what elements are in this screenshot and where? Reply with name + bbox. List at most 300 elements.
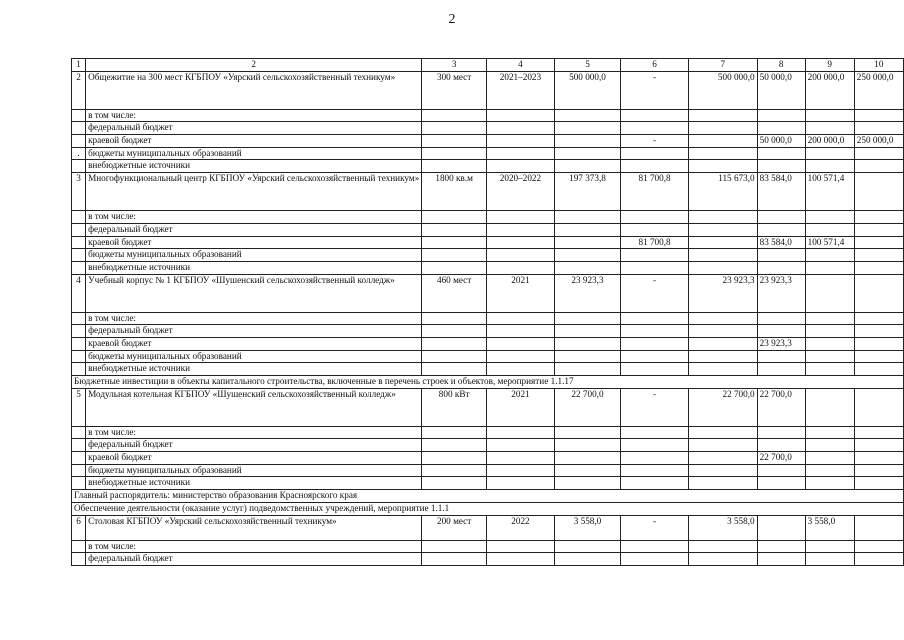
table-cell: 250 000,0: [854, 71, 903, 109]
table-cell: [486, 553, 554, 566]
object-name: федеральный бюджет: [86, 553, 422, 566]
table-cell: [689, 540, 758, 553]
row-number: 4: [72, 274, 86, 312]
table-cell: [689, 109, 758, 122]
table-cell: [757, 325, 805, 338]
table-cell: [689, 337, 758, 350]
object-row: [72, 173, 904, 211]
table-cell: [486, 223, 554, 236]
table-cell: [422, 477, 487, 490]
table-cell: [805, 223, 854, 236]
sub-row: [72, 135, 904, 148]
object-name: Общежитие на 300 мест КГБПОУ «Уярский сельскохозяйственный техникум»: [86, 71, 422, 109]
table-cell: [854, 553, 903, 566]
table-cell: 23 923,3: [757, 337, 805, 350]
object-name: бюджеты муниципальных образований: [86, 350, 422, 363]
object-name: внебюджетные источники: [86, 363, 422, 376]
object-name: в том числе:: [86, 540, 422, 553]
table-cell: [805, 261, 854, 274]
table-cell: [554, 553, 620, 566]
table-cell: 3 558,0: [554, 515, 620, 540]
table-cell: [554, 452, 620, 465]
table-cell: [422, 452, 487, 465]
object-name: Многофункциональный центр КГБПОУ «Уярский сельскохозяйственный техникум»: [86, 173, 422, 211]
section-title: Главный распорядитель: министерство образования Красноярского края: [72, 490, 904, 503]
table-cell: [757, 515, 805, 540]
table-cell: 50 000,0: [757, 71, 805, 109]
sub-row: [72, 312, 904, 325]
table-cell: [689, 236, 758, 249]
table-cell: 500 000,0: [689, 71, 758, 109]
table-cell: [486, 363, 554, 376]
table-cell: [554, 236, 620, 249]
page-number: 2: [448, 12, 456, 27]
object-name: внебюджетные источники: [86, 477, 422, 490]
table-cell: [422, 363, 487, 376]
sub-row: [72, 236, 904, 249]
header-cell: 3: [422, 59, 487, 72]
table-cell: [486, 312, 554, 325]
table-cell: [554, 122, 620, 135]
table-cell: [621, 350, 689, 363]
table-cell: [554, 211, 620, 224]
sub-row: [72, 261, 904, 274]
table-cell: 100 571,4: [805, 173, 854, 211]
row-number: [72, 540, 86, 553]
table-cell: 100 571,4: [805, 236, 854, 249]
row-number: [72, 261, 86, 274]
table-cell: [854, 388, 903, 426]
object-name: федеральный бюджет: [86, 122, 422, 135]
table-cell: 22 700,0: [689, 388, 758, 426]
table-cell: [486, 109, 554, 122]
table-cell: [554, 109, 620, 122]
table-cell: [486, 160, 554, 173]
table-cell: [422, 540, 487, 553]
table-cell: [554, 540, 620, 553]
table-cell: [757, 147, 805, 160]
table-cell: 23 923,3: [554, 274, 620, 312]
table-cell: [757, 464, 805, 477]
object-name: Учебный корпус № 1 КГБПОУ «Шушенский сельскохозяйственный колледж»: [86, 274, 422, 312]
header-cell: 1: [72, 59, 86, 72]
row-number: [72, 439, 86, 452]
table-cell: [621, 261, 689, 274]
table-cell: 22 700,0: [757, 452, 805, 465]
table-cell: [621, 223, 689, 236]
table-cell: 1800 кв.м: [422, 173, 487, 211]
sub-row: [72, 553, 904, 566]
table-cell: [805, 439, 854, 452]
table-cell: [854, 249, 903, 262]
row-number: [72, 363, 86, 376]
table-cell: [554, 147, 620, 160]
table-cell: [621, 325, 689, 338]
table-cell: [422, 439, 487, 452]
table-cell: [554, 135, 620, 148]
table-cell: [854, 464, 903, 477]
table-cell: [621, 464, 689, 477]
table-cell: [854, 350, 903, 363]
table-cell: 81 700,8: [621, 236, 689, 249]
table-cell: [554, 350, 620, 363]
header-row: [72, 59, 904, 72]
table-cell: [621, 109, 689, 122]
row-number: [72, 160, 86, 173]
table-cell: [805, 452, 854, 465]
sub-row: [72, 147, 904, 160]
row-number: [72, 426, 86, 439]
row-number: [72, 350, 86, 363]
section-title: Бюджетные инвестиции в объекты капитального строительства, включенные в перечень строек и объектов, мероприятие 1.1.17: [72, 376, 904, 389]
table-cell: [854, 540, 903, 553]
table-cell: [805, 160, 854, 173]
table-cell: [805, 350, 854, 363]
table-cell: [422, 553, 487, 566]
object-row: [72, 515, 904, 540]
row-number: [72, 337, 86, 350]
table-cell: [621, 337, 689, 350]
table-cell: [486, 261, 554, 274]
table-cell: [689, 553, 758, 566]
row-number: 3: [72, 173, 86, 211]
row-number: [72, 452, 86, 465]
row-number: [72, 236, 86, 249]
row-number: 5: [72, 388, 86, 426]
table-cell: [689, 325, 758, 338]
table-cell: [689, 249, 758, 262]
table-cell: -: [621, 135, 689, 148]
table-cell: [805, 477, 854, 490]
object-name: в том числе:: [86, 211, 422, 224]
table-cell: [689, 452, 758, 465]
object-row: [72, 388, 904, 426]
table-cell: [422, 223, 487, 236]
table-cell: 2022: [486, 515, 554, 540]
table-cell: [805, 211, 854, 224]
table-cell: [486, 236, 554, 249]
table-cell: [854, 261, 903, 274]
table-cell: [854, 337, 903, 350]
object-name: федеральный бюджет: [86, 325, 422, 338]
table-cell: [422, 135, 487, 148]
table-cell: [554, 337, 620, 350]
table-cell: [854, 452, 903, 465]
row-number: [72, 249, 86, 262]
object-row: [72, 274, 904, 312]
header-cell: 8: [757, 59, 805, 72]
sub-row: [72, 109, 904, 122]
table-cell: [757, 312, 805, 325]
table-cell: [805, 122, 854, 135]
table-cell: 23 923,3: [757, 274, 805, 312]
table-cell: -: [621, 71, 689, 109]
table-cell: [554, 477, 620, 490]
table-cell: [757, 350, 805, 363]
table-cell: 197 373,8: [554, 173, 620, 211]
table-body: [72, 59, 904, 566]
table-cell: 83 584,0: [757, 173, 805, 211]
table-cell: [689, 122, 758, 135]
table-cell: [486, 540, 554, 553]
table-cell: [854, 147, 903, 160]
row-number: 2: [72, 71, 86, 109]
row-number: [72, 135, 86, 148]
table-cell: [689, 211, 758, 224]
table-cell: [486, 325, 554, 338]
table-cell: [486, 135, 554, 148]
table-cell: [422, 122, 487, 135]
table-cell: [757, 363, 805, 376]
table-cell: 2021–2023: [486, 71, 554, 109]
sub-row: [72, 249, 904, 262]
object-name: Модульная котельная КГБПОУ «Шушенский сельскохозяйственный колледж»: [86, 388, 422, 426]
table-cell: [486, 337, 554, 350]
table-cell: [757, 211, 805, 224]
section-row: [72, 502, 904, 515]
object-name: краевой бюджет: [86, 452, 422, 465]
table-cell: [689, 350, 758, 363]
table-cell: [486, 147, 554, 160]
table-cell: 81 700,8: [621, 173, 689, 211]
table-cell: [422, 236, 487, 249]
row-number: [72, 211, 86, 224]
header-cell: 6: [621, 59, 689, 72]
sub-row: [72, 426, 904, 439]
object-name: Столовая КГБПОУ «Уярский сельскохозяйственный техникум»: [86, 515, 422, 540]
object-name: краевой бюджет: [86, 337, 422, 350]
table-cell: 500 000,0: [554, 71, 620, 109]
table-cell: 50 000,0: [757, 135, 805, 148]
table-cell: -: [621, 515, 689, 540]
table-cell: [689, 135, 758, 148]
table-cell: [554, 426, 620, 439]
table-cell: [422, 464, 487, 477]
table-cell: [854, 122, 903, 135]
table-cell: [854, 160, 903, 173]
table-cell: -: [621, 388, 689, 426]
table-cell: [854, 363, 903, 376]
table-cell: [486, 477, 554, 490]
table-cell: [621, 122, 689, 135]
object-name: внебюджетные источники: [86, 160, 422, 173]
table-cell: 2021: [486, 388, 554, 426]
table-cell: [805, 553, 854, 566]
table-cell: [757, 439, 805, 452]
object-name: в том числе:: [86, 109, 422, 122]
table-cell: [554, 312, 620, 325]
table-cell: 250 000,0: [854, 135, 903, 148]
table-cell: 200 мест: [422, 515, 487, 540]
table-cell: 3 558,0: [689, 515, 758, 540]
header-cell: 2: [86, 59, 422, 72]
table-cell: [422, 312, 487, 325]
table-cell: [621, 426, 689, 439]
sub-row: [72, 464, 904, 477]
sub-row: [72, 439, 904, 452]
object-name: внебюджетные источники: [86, 261, 422, 274]
table-cell: [689, 312, 758, 325]
row-number: [72, 477, 86, 490]
sub-row: [72, 540, 904, 553]
table-cell: 300 мест: [422, 71, 487, 109]
table-cell: [805, 249, 854, 262]
object-name: краевой бюджет: [86, 236, 422, 249]
table-cell: [805, 464, 854, 477]
table-cell: [805, 337, 854, 350]
table-cell: [689, 160, 758, 173]
table-cell: [554, 439, 620, 452]
table-cell: [854, 426, 903, 439]
table-cell: [554, 261, 620, 274]
table-cell: [621, 477, 689, 490]
row-number: 6: [72, 515, 86, 540]
header-cell: 5: [554, 59, 620, 72]
investment-table: [71, 58, 904, 566]
row-number: [72, 464, 86, 477]
header-cell: 7: [689, 59, 758, 72]
sub-row: [72, 160, 904, 173]
table-cell: -: [621, 274, 689, 312]
object-name: бюджеты муниципальных образований: [86, 464, 422, 477]
table-cell: [757, 249, 805, 262]
table-cell: [486, 439, 554, 452]
table-cell: [757, 540, 805, 553]
table-cell: [486, 426, 554, 439]
table-cell: [422, 211, 487, 224]
table-cell: [554, 160, 620, 173]
table-cell: [486, 122, 554, 135]
table-cell: 200 000,0: [805, 135, 854, 148]
table-cell: [854, 439, 903, 452]
table-cell: [757, 261, 805, 274]
row-number: [72, 223, 86, 236]
table-cell: [486, 350, 554, 363]
sub-row: [72, 337, 904, 350]
row-number: .: [72, 147, 86, 160]
table-cell: [854, 236, 903, 249]
table-cell: 22 700,0: [554, 388, 620, 426]
section-title: Обеспечение деятельности (оказание услуг) подведомственных учреждений, мероприятие 1.1.1: [72, 502, 904, 515]
table-cell: [422, 337, 487, 350]
table-cell: [805, 363, 854, 376]
table-cell: [757, 122, 805, 135]
table-cell: [757, 109, 805, 122]
object-name: краевой бюджет: [86, 135, 422, 148]
table-cell: [554, 363, 620, 376]
table-cell: [621, 147, 689, 160]
object-name: федеральный бюджет: [86, 439, 422, 452]
sub-row: [72, 452, 904, 465]
table-cell: [422, 147, 487, 160]
table-cell: [854, 477, 903, 490]
table-cell: [805, 540, 854, 553]
table-cell: [805, 325, 854, 338]
row-number: [72, 553, 86, 566]
table-cell: [422, 160, 487, 173]
sub-row: [72, 211, 904, 224]
table-cell: 83 584,0: [757, 236, 805, 249]
table-cell: [757, 160, 805, 173]
table-cell: 22 700,0: [757, 388, 805, 426]
table-cell: [554, 464, 620, 477]
table-cell: [621, 312, 689, 325]
sub-row: [72, 223, 904, 236]
table-cell: [422, 261, 487, 274]
table-cell: [689, 223, 758, 236]
table-cell: [621, 363, 689, 376]
header-cell: 4: [486, 59, 554, 72]
table-cell: [805, 274, 854, 312]
sub-row: [72, 363, 904, 376]
sub-row: [72, 350, 904, 363]
table-cell: [486, 249, 554, 262]
table-cell: 200 000,0: [805, 71, 854, 109]
table-cell: [486, 452, 554, 465]
sub-row: [72, 122, 904, 135]
row-number: [72, 312, 86, 325]
table-cell: [422, 350, 487, 363]
table-cell: [689, 261, 758, 274]
table-cell: [854, 312, 903, 325]
header-cell: 9: [805, 59, 854, 72]
object-name: в том числе:: [86, 312, 422, 325]
section-row: [72, 490, 904, 503]
table-cell: [621, 452, 689, 465]
table-cell: 460 мест: [422, 274, 487, 312]
table-cell: [805, 109, 854, 122]
table-cell: [757, 223, 805, 236]
table-cell: [554, 325, 620, 338]
table-cell: [757, 477, 805, 490]
table-cell: [486, 464, 554, 477]
table-cell: [621, 540, 689, 553]
object-name: в том числе:: [86, 426, 422, 439]
table-cell: [422, 426, 487, 439]
table-cell: [854, 211, 903, 224]
table-cell: [689, 147, 758, 160]
table-cell: [757, 426, 805, 439]
table-cell: [854, 515, 903, 540]
sub-row: [72, 477, 904, 490]
table-cell: [805, 388, 854, 426]
row-number: [72, 325, 86, 338]
sub-row: [72, 325, 904, 338]
table-cell: [689, 426, 758, 439]
table-cell: [621, 249, 689, 262]
table-cell: [554, 249, 620, 262]
table-cell: [805, 147, 854, 160]
table-cell: [805, 312, 854, 325]
table-cell: 23 923,3: [689, 274, 758, 312]
table-cell: [689, 439, 758, 452]
table-cell: 2020–2022: [486, 173, 554, 211]
object-name: федеральный бюджет: [86, 223, 422, 236]
table-cell: [486, 211, 554, 224]
table-cell: [805, 426, 854, 439]
object-name: бюджеты муниципальных образований: [86, 147, 422, 160]
table-cell: [854, 223, 903, 236]
table-cell: 800 кВт: [422, 388, 487, 426]
object-name: бюджеты муниципальных образований: [86, 249, 422, 262]
table-cell: [689, 464, 758, 477]
table-cell: 115 673,0: [689, 173, 758, 211]
table-cell: 3 558,0: [805, 515, 854, 540]
table-cell: [854, 274, 903, 312]
table-cell: [621, 160, 689, 173]
table-cell: [854, 173, 903, 211]
table-cell: [854, 109, 903, 122]
